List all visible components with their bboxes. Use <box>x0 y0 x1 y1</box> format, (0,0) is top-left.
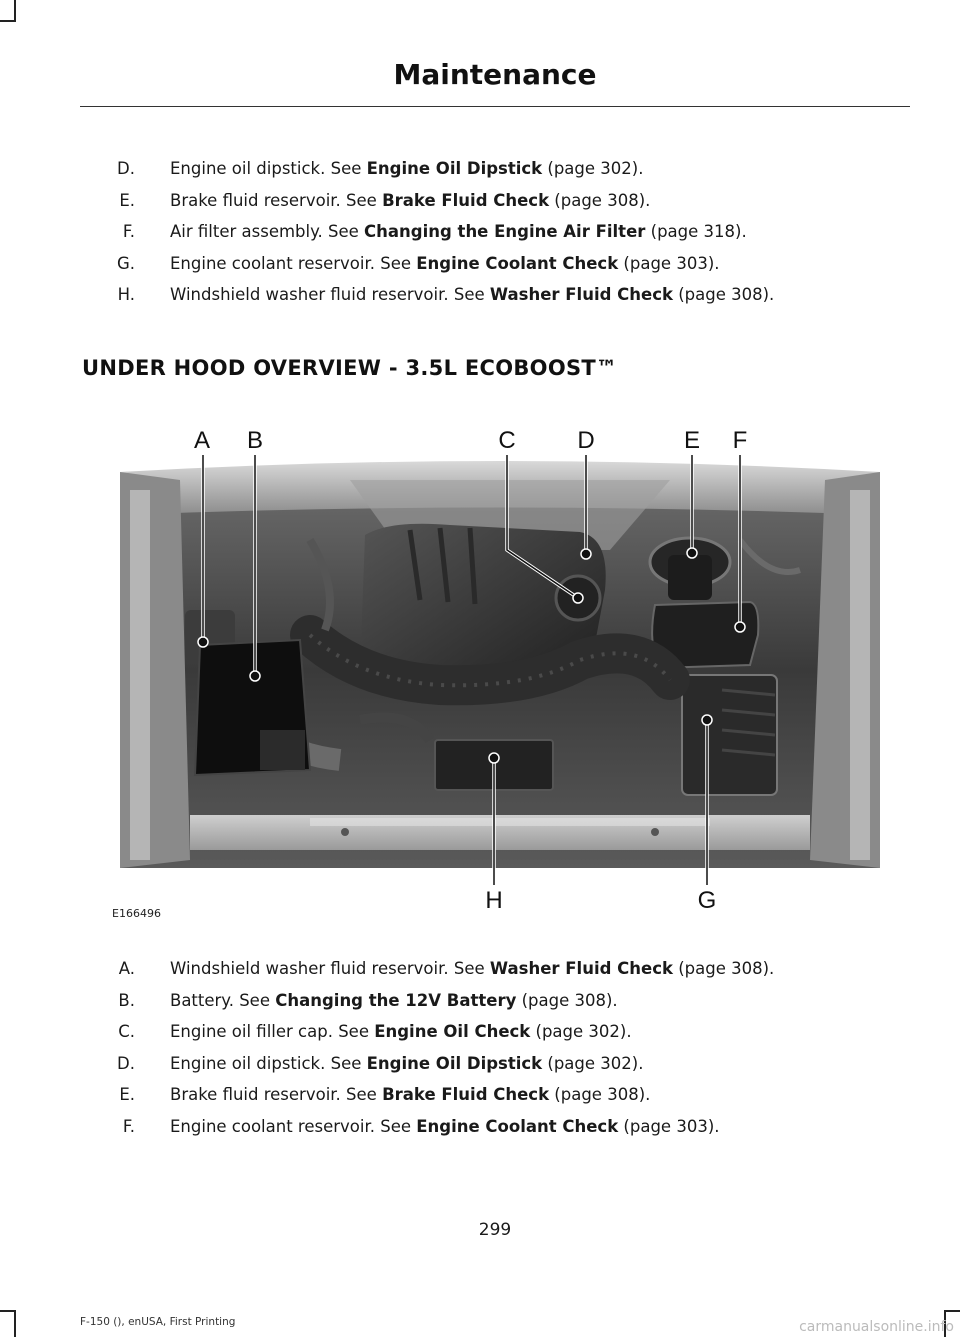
callout-dot <box>198 637 208 647</box>
page-ref: (page 303). <box>618 253 720 273</box>
item-letter: B. <box>118 990 135 1010</box>
top-component-list <box>80 158 900 316</box>
item-letter: A. <box>118 959 135 978</box>
page-ref: (page 308). <box>516 990 618 1010</box>
watermark: carmanualsonline.info <box>799 1319 954 1335</box>
crop-mark <box>14 0 16 22</box>
footer-text: F-150 (), enUSA, First Printing <box>80 1316 236 1328</box>
item-text: Engine coolant reservoir. See <box>170 1116 417 1136</box>
list-item <box>80 221 900 253</box>
cross-reference[interactable]: Engine Oil Check <box>374 1022 531 1041</box>
crop-mark <box>0 1310 16 1312</box>
item-text: Engine oil dipstick. See <box>170 1053 367 1073</box>
list-item <box>80 1116 900 1148</box>
list-item <box>80 1021 900 1053</box>
crop-mark <box>944 1310 960 1312</box>
item-letter: E. <box>119 190 135 210</box>
list-item <box>80 990 900 1022</box>
crop-mark <box>0 20 16 22</box>
cross-reference[interactable]: Changing the 12V Battery <box>275 990 517 1010</box>
section-heading: UNDER HOOD OVERVIEW - 3.5L ECOBOOST™ <box>82 356 618 380</box>
item-letter: H. <box>117 285 135 304</box>
list-item <box>80 253 900 285</box>
page-ref: (page 308). <box>549 1085 651 1104</box>
callout-dot <box>581 549 591 559</box>
list-item <box>80 1053 900 1085</box>
callout-dot <box>735 622 745 632</box>
list-item <box>80 958 900 990</box>
item-text: Brake fluid reservoir. See <box>170 1085 383 1104</box>
cross-reference[interactable]: Changing the Engine Air Filter <box>364 222 646 241</box>
item-letter: C. <box>118 1022 135 1041</box>
cross-reference[interactable]: Washer Fluid Check <box>489 959 673 978</box>
figure-id: E166496 <box>112 907 161 920</box>
cross-reference[interactable]: Washer Fluid Check <box>489 285 673 304</box>
item-text: Windshield washer fluid reservoir. See <box>170 285 490 304</box>
item-text: Battery. See <box>170 990 276 1010</box>
item-text: Engine oil filler cap. See <box>170 1022 375 1041</box>
item-letter: D. <box>117 159 135 178</box>
bottom-component-list <box>80 958 900 1147</box>
header-divider <box>80 106 910 107</box>
callout-label-g: G <box>697 887 717 914</box>
list-item <box>80 1084 900 1116</box>
callout-label-d: D <box>577 427 595 454</box>
item-text: Engine coolant reservoir. See <box>170 253 417 273</box>
item-letter: F. <box>122 1116 135 1136</box>
list-item <box>80 190 900 222</box>
page-ref: (page 302). <box>530 1022 632 1041</box>
callout-label-a: A <box>193 427 211 454</box>
page-ref: (page 308). <box>549 190 651 210</box>
page-ref: (page 318). <box>645 222 747 241</box>
callout-label-b: B <box>246 427 264 454</box>
callout-label-f: F <box>732 427 748 454</box>
page-ref: (page 302). <box>542 159 644 178</box>
item-letter: E. <box>119 1085 135 1104</box>
item-letter: D. <box>117 1053 135 1073</box>
cross-reference[interactable]: Brake Fluid Check <box>382 190 550 210</box>
page-ref: (page 308). <box>672 285 775 304</box>
callout-dot <box>702 715 712 725</box>
page-ref: (page 303). <box>618 1116 720 1136</box>
cross-reference[interactable]: Engine Oil Dipstick <box>366 1053 543 1073</box>
cross-reference[interactable]: Engine Coolant Check <box>416 1116 619 1136</box>
cross-reference[interactable]: Engine Coolant Check <box>416 253 619 273</box>
engine-bay-figure <box>110 420 890 920</box>
page-number: 299 <box>478 1220 512 1240</box>
page-title: Maintenance <box>393 58 597 91</box>
list-item <box>80 158 900 190</box>
engine-bay-illustration <box>110 420 890 920</box>
callout-label-h: H <box>485 887 503 914</box>
item-letter: F. <box>122 222 135 241</box>
page-ref: (page 302). <box>542 1053 644 1073</box>
crop-mark <box>14 1310 16 1337</box>
item-text: Air filter assembly. See <box>170 222 365 241</box>
item-text: Engine oil dipstick. See <box>170 159 367 178</box>
callout-label-e: E <box>683 427 701 454</box>
cross-reference[interactable]: Brake Fluid Check <box>382 1085 550 1104</box>
item-text: Windshield washer fluid reservoir. See <box>170 959 490 978</box>
callout-dot <box>687 548 697 558</box>
item-letter: G. <box>116 253 135 273</box>
callout-dot <box>250 671 260 681</box>
list-item <box>80 284 900 316</box>
callout-dot <box>573 593 583 603</box>
callout-dot <box>489 753 499 763</box>
item-text: Brake fluid reservoir. See <box>170 190 383 210</box>
cross-reference[interactable]: Engine Oil Dipstick <box>366 159 543 178</box>
callout-label-c: C <box>498 427 516 454</box>
page-ref: (page 308). <box>672 959 775 978</box>
